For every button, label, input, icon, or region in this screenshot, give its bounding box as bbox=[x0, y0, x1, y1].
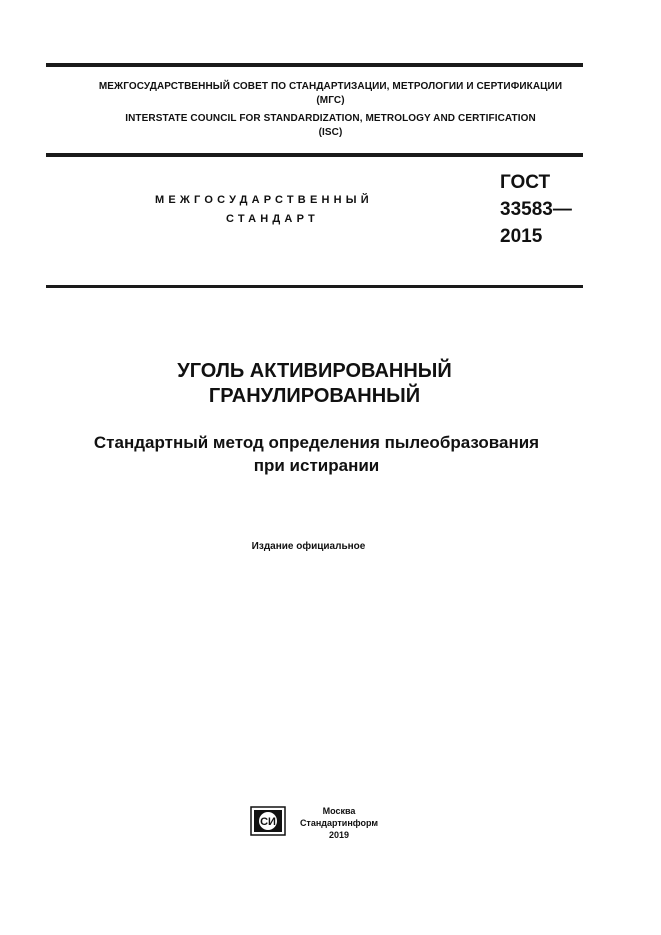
edition-label: Издание официальное bbox=[251, 541, 366, 552]
document-subtitle-line2: при истирании bbox=[253, 456, 380, 475]
gost-number: 33583— bbox=[500, 199, 572, 220]
standard-kind-line1: МЕЖГОСУДАРСТВЕННЫЙ bbox=[155, 194, 373, 206]
logo-lettering: СИ bbox=[260, 816, 276, 828]
document-title-line2: ГРАНУЛИРОВАННЫЙ bbox=[208, 385, 421, 407]
gost-label: ГОСТ bbox=[500, 172, 551, 193]
gost-year: 2015 bbox=[500, 226, 543, 247]
designation-rule bbox=[46, 285, 583, 288]
top-rule bbox=[46, 63, 583, 67]
publisher-name: Стандартинформ bbox=[299, 818, 379, 828]
standard-kind-line2: СТАНДАРТ bbox=[226, 213, 319, 225]
header-rule bbox=[46, 153, 583, 157]
publisher-city: Москва bbox=[322, 806, 356, 816]
document-subtitle-line1: Стандартный метод определения пылеобразования bbox=[93, 433, 540, 452]
document-title-line1: УГОЛЬ АКТИВИРОВАННЫЙ bbox=[177, 360, 452, 382]
council-name-en: INTERSTATE COUNCIL FOR STANDARDIZATION, METROLOGY AND CERTIFICATION bbox=[125, 113, 536, 124]
council-name-ru: МЕЖГОСУДАРСТВЕННЫЙ СОВЕТ ПО СТАНДАРТИЗАЦИИ, МЕТРОЛОГИИ И СЕРТИФИКАЦИИ bbox=[98, 81, 563, 92]
logo-graphic bbox=[250, 806, 286, 836]
publication-year: 2019 bbox=[328, 830, 350, 840]
standartinform-logo bbox=[250, 806, 286, 836]
council-abbr-ru: (МГС) bbox=[316, 95, 345, 106]
council-abbr-en: (ISC) bbox=[318, 127, 343, 138]
